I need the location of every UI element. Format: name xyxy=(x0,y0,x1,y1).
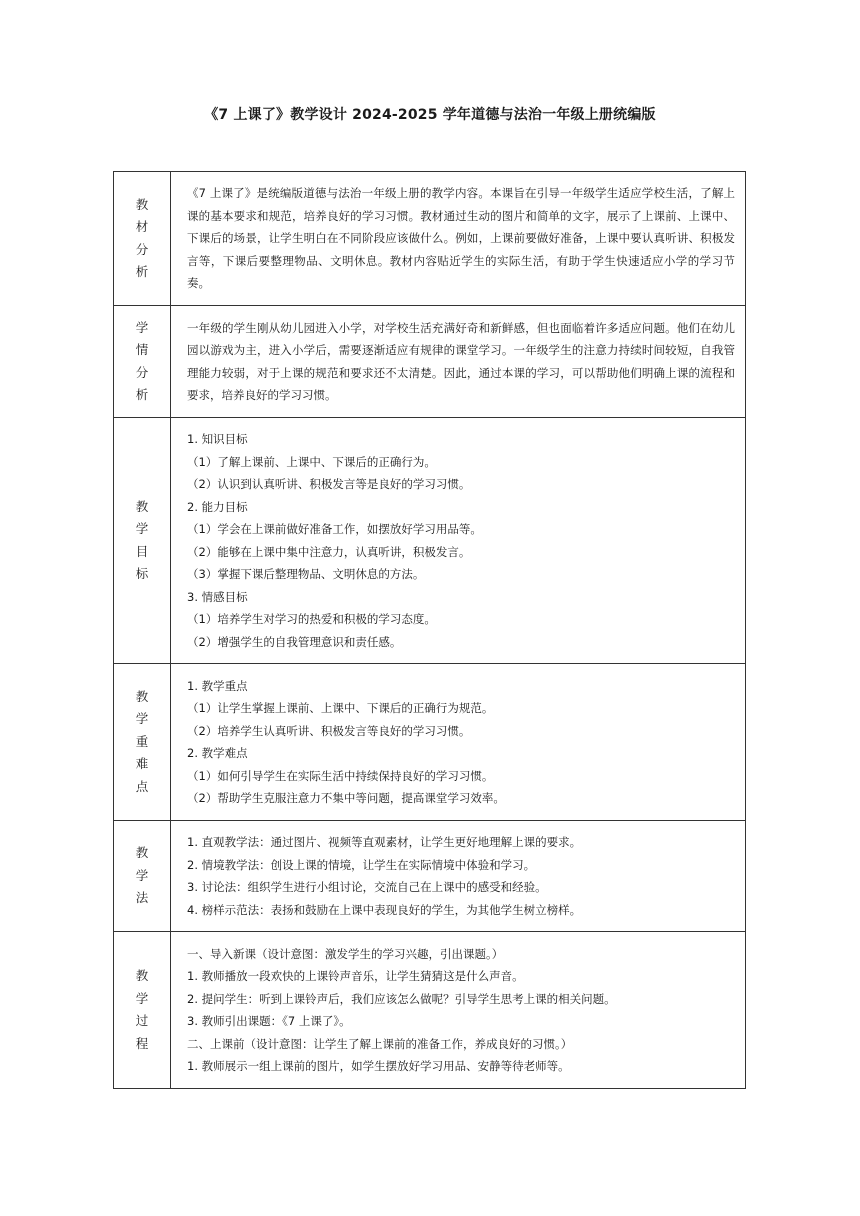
table-row-teaching-methods xyxy=(114,821,746,932)
heading-char: 析 xyxy=(135,387,149,402)
key-difficult-points-content xyxy=(171,664,746,821)
heading-char: 点 xyxy=(135,778,149,794)
heading-char: 教 xyxy=(135,968,149,983)
heading-char: 学 xyxy=(135,867,149,883)
list-item: 1. 教师展示一组上课前的图片，如学生摆放好学习用品、安静等待老师等。 xyxy=(187,1059,570,1073)
document-title: 《7 上课了》教学设计 2024-2025 学年道德与法治一年级上册统编版 xyxy=(204,107,656,123)
list-item: （1）让学生掌握上课前、上课中、下课后的正确行为规范。 xyxy=(187,701,494,715)
heading-char: 材 xyxy=(135,219,149,234)
table-row-key-difficult-points xyxy=(114,664,746,821)
heading-char: 重 xyxy=(135,733,149,749)
list-item: 4. 榜样示范法：表扬和鼓励在上课中表现良好的学生，为其他学生树立榜样。 xyxy=(187,902,582,917)
heading-char: 分 xyxy=(135,364,149,380)
row-heading xyxy=(114,172,171,306)
row-heading xyxy=(114,418,171,664)
list-item: （2）帮助学生克服注意力不集中等问题，提高课堂学习效率。 xyxy=(187,791,505,805)
table-row-teaching-process xyxy=(114,932,746,1089)
list-item: （2）能够在上课中集中注意力，认真听讲，积极发言。 xyxy=(187,544,471,559)
heading-char: 教 xyxy=(135,498,149,514)
textbook-analysis-text: 《7 上课了》是统编版道德与法治一年级上册的教学内容。本课旨在引导一年级学生适应学校生活，了解上课的基本要求和规范，培养良好的学习习惯。教材通过生动的图片和简单的文字，展示了上课前、上课中、下课后的场景，让学生明白在不同阶段应该做什么。例如，上课前要做好准备，上课中要认真听讲、积极发言等，下课后要整理物品、文明休息。教材内容贴近学生的实际生活，有助于学生快速适应小学的学习节奏。 xyxy=(171,172,746,306)
list-item: 3. 教师引出课题：《7 上课了》。 xyxy=(187,1014,351,1028)
teaching-process-content xyxy=(171,932,746,1089)
teaching-methods-content xyxy=(171,821,746,932)
heading-char: 目 xyxy=(135,543,149,559)
list-item: （3）掌握下课后整理物品、文明休息的方法。 xyxy=(187,567,425,581)
list-item: 1. 知识目标 xyxy=(187,432,248,446)
list-item: 1. 直观教学法：通过图片、视频等直观素材，让学生更好地理解上课的要求。 xyxy=(187,835,582,849)
heading-char: 学 xyxy=(135,990,149,1006)
table-row-teaching-objectives xyxy=(114,418,746,664)
heading-char: 教 xyxy=(135,845,149,861)
list-item: （2）认识到认真听讲、积极发言等是良好的学习习惯。 xyxy=(187,477,471,491)
list-item: （2）培养学生认真听讲、积极发言等良好的学习习惯。 xyxy=(187,723,471,738)
table-row-student-analysis xyxy=(114,306,746,418)
list-item: （1）了解上课前、上课中、下课后的正确行为。 xyxy=(187,454,436,469)
list-item: 一、导入新课（设计意图：激发学生的学习兴趣，引出课题。） xyxy=(187,946,504,961)
heading-char: 学 xyxy=(135,319,149,335)
list-item: 1. 教师播放一段欢快的上课铃声音乐，让学生猜猜这是什么声音。 xyxy=(187,969,524,983)
teaching-objectives-content xyxy=(171,418,746,664)
heading-char: 难 xyxy=(135,756,149,772)
list-item: 二、上课前（设计意图：让学生了解上课前的准备工作，养成良好的习惯。） xyxy=(187,1036,573,1051)
heading-char: 析 xyxy=(135,264,149,279)
list-item: 2. 提问学生：听到上课铃声后，我们应该怎么做呢？引导学生思考上课的相关问题。 xyxy=(187,991,616,1006)
row-heading xyxy=(114,821,171,932)
list-item: 1. 教学重点 xyxy=(187,678,248,693)
list-item: 2. 能力目标 xyxy=(187,499,248,514)
list-item: 3. 讨论法：组织学生进行小组讨论，交流自己在上课中的感受和经验。 xyxy=(187,880,547,894)
heading-char: 教 xyxy=(135,688,149,704)
table-row-textbook-analysis xyxy=(114,172,746,306)
list-item: （1）学会在上课前做好准备工作，如摆放好学习用品等。 xyxy=(187,522,482,536)
list-item: 2. 教学难点 xyxy=(187,746,248,760)
heading-char: 标 xyxy=(135,566,149,581)
list-item: （1）培养学生对学习的热爱和积极的学习态度。 xyxy=(187,612,436,626)
row-heading xyxy=(114,932,171,1089)
heading-char: 教 xyxy=(135,196,149,212)
row-heading xyxy=(114,664,171,821)
list-item: 2. 情境教学法：创设上课的情境，让学生在实际情境中体验和学习。 xyxy=(187,857,536,872)
heading-char: 分 xyxy=(135,241,149,257)
heading-char: 法 xyxy=(135,890,149,906)
student-analysis-text: 一年级的学生刚从幼儿园进入小学，对学校生活充满好奇和新鲜感，但也面临着许多适应问题。他们在幼儿园以游戏为主，进入小学后，需要逐渐适应有规律的课堂学习。一年级学生的注意力持续时间较短，自我管理能力较弱，对于上课的规范和要求还不太清楚。因此，通过本课的学习，可以帮助他们明确上课的流程和要求，培养良好的学习习惯。 xyxy=(171,306,746,418)
lesson-plan-table xyxy=(113,171,746,1089)
row-heading xyxy=(114,306,171,418)
heading-char: 情 xyxy=(135,342,149,357)
heading-char: 过 xyxy=(135,1013,149,1028)
list-item: （1）如何引导学生在实际生活中持续保持良好的学习习惯。 xyxy=(187,768,494,783)
heading-char: 学 xyxy=(135,521,149,536)
list-item: 3. 情感目标 xyxy=(187,589,248,604)
heading-char: 学 xyxy=(135,711,149,727)
list-item: （2）增强学生的自我管理意识和责任感。 xyxy=(187,634,402,649)
heading-char: 程 xyxy=(135,1035,149,1051)
